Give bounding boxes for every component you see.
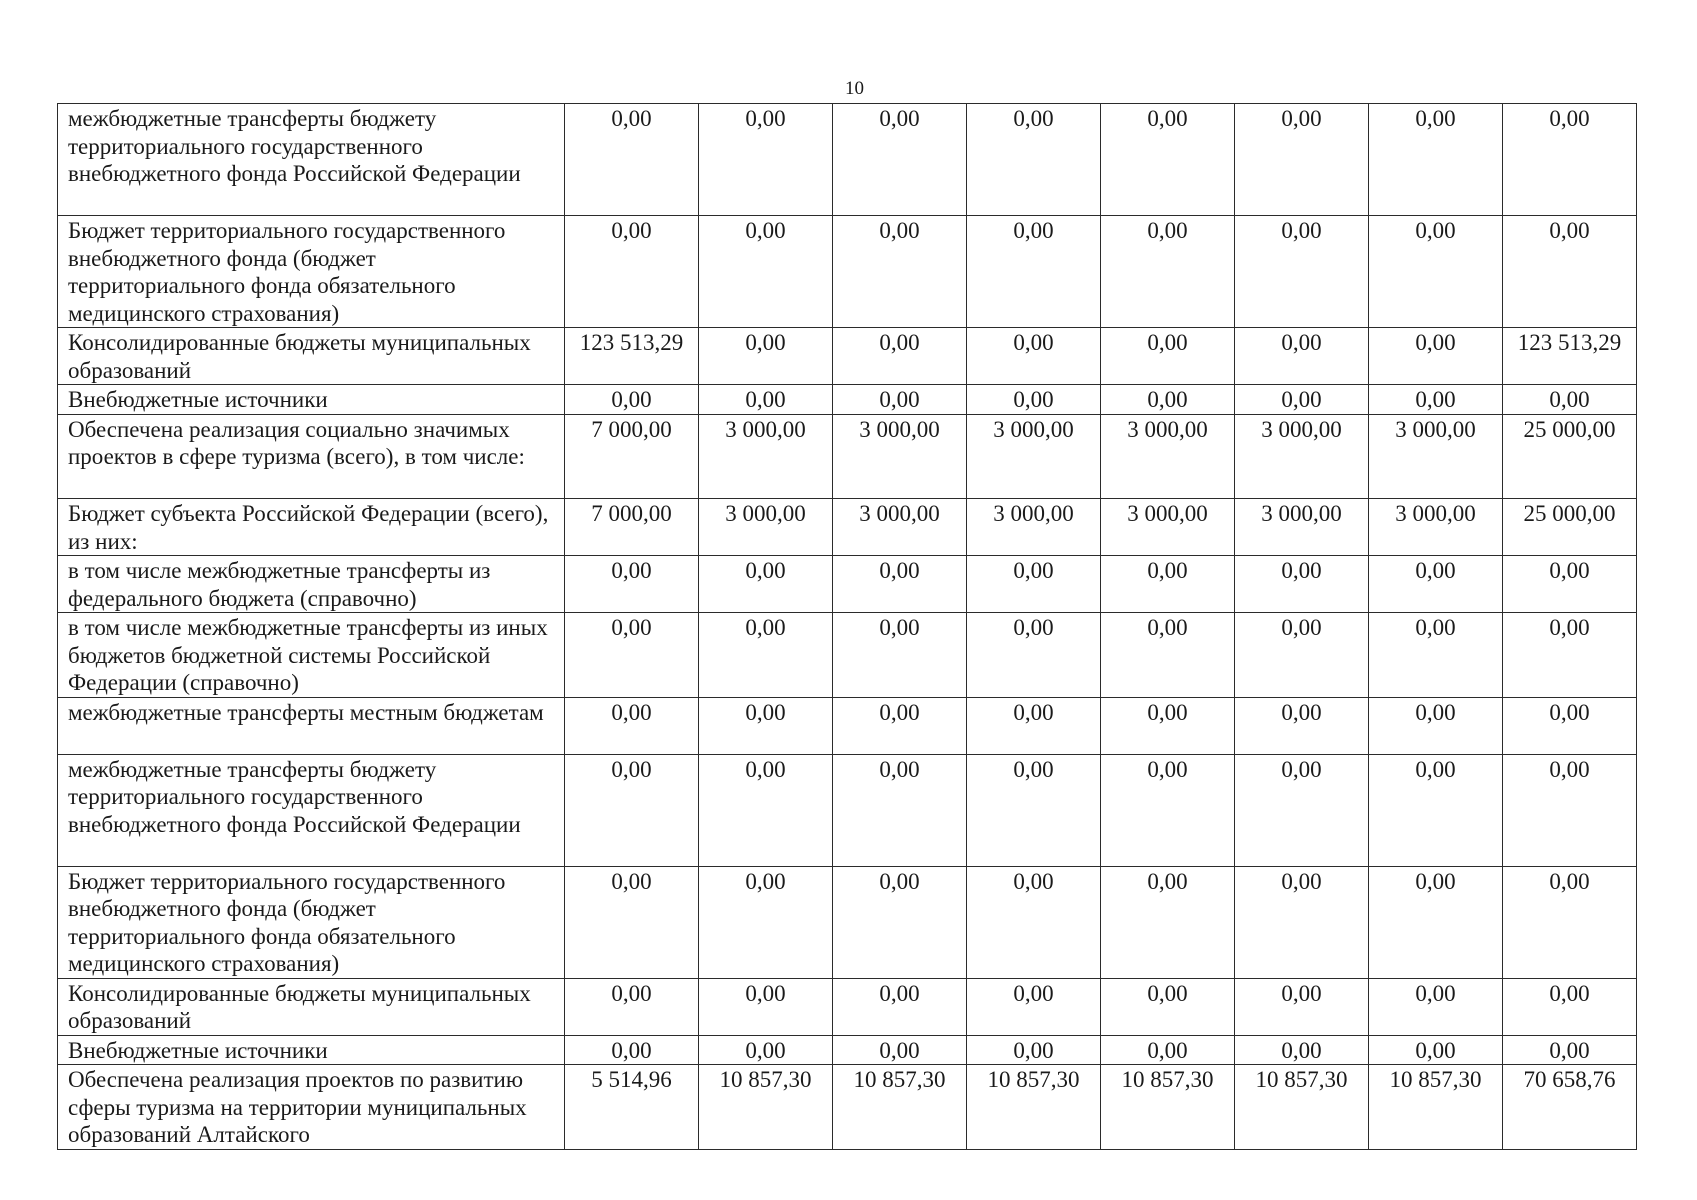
year-value-cell: 0,00: [1369, 556, 1503, 613]
table-row: [58, 499, 1637, 556]
total-value-cell: 0,00: [1503, 556, 1637, 613]
year-value-cell: 0,00: [565, 613, 699, 698]
year-value-cell: 10 857,30: [967, 1065, 1101, 1150]
year-value-cell: 0,00: [967, 697, 1101, 754]
year-value-cell: 0,00: [565, 556, 699, 613]
year-value-cell: 0,00: [833, 556, 967, 613]
year-value-cell: 7 000,00: [565, 499, 699, 556]
total-value-cell: 0,00: [1503, 697, 1637, 754]
year-value-cell: 0,00: [1101, 1035, 1235, 1065]
year-value-cell: 0,00: [565, 385, 699, 415]
total-value-cell: 0,00: [1503, 385, 1637, 415]
year-value-cell: 3 000,00: [1101, 499, 1235, 556]
year-value-cell: 0,00: [1101, 385, 1235, 415]
row-label: в том числе межбюджетные трансферты из федерального бюджета (справочно): [58, 556, 565, 613]
year-value-cell: 0,00: [967, 556, 1101, 613]
year-value-cell: 0,00: [565, 1035, 699, 1065]
year-value-cell: 0,00: [1101, 556, 1235, 613]
year-value-cell: 3 000,00: [1101, 414, 1235, 499]
year-value-cell: 10 857,30: [1101, 1065, 1235, 1150]
year-value-cell: 0,00: [699, 866, 833, 978]
row-label: Обеспечена реализация социально значимых проектов в сфере туризма (всего), в том числе:: [58, 414, 565, 499]
year-value-cell: 0,00: [1235, 104, 1369, 216]
year-value-cell: 0,00: [565, 754, 699, 866]
year-value-cell: 123 513,29: [565, 328, 699, 385]
row-label: Внебюджетные источники: [58, 1035, 565, 1065]
year-value-cell: 0,00: [833, 104, 967, 216]
row-label: Внебюджетные источники: [58, 385, 565, 415]
year-value-cell: 0,00: [967, 978, 1101, 1035]
year-value-cell: 3 000,00: [699, 499, 833, 556]
year-value-cell: 0,00: [1235, 1035, 1369, 1065]
year-value-cell: 0,00: [1101, 866, 1235, 978]
year-value-cell: 3 000,00: [833, 499, 967, 556]
year-value-cell: 0,00: [833, 613, 967, 698]
row-label: межбюджетные трансферты бюджету территориального государственного внебюджетного фонда Российской Федерации: [58, 104, 565, 216]
year-value-cell: 0,00: [1235, 613, 1369, 698]
row-label: межбюджетные трансферты местным бюджетам: [58, 697, 565, 754]
table-row: [58, 866, 1637, 978]
table-row: [58, 1035, 1637, 1065]
year-value-cell: 0,00: [1101, 216, 1235, 328]
year-value-cell: 0,00: [833, 216, 967, 328]
year-value-cell: 0,00: [699, 697, 833, 754]
row-label: Бюджет территориального государственного внебюджетного фонда (бюджет территориального фонда обязательного медицинского страхования): [58, 866, 565, 978]
total-value-cell: 123 513,29: [1503, 328, 1637, 385]
year-value-cell: 10 857,30: [833, 1065, 967, 1150]
year-value-cell: 0,00: [1235, 556, 1369, 613]
year-value-cell: 0,00: [699, 104, 833, 216]
year-value-cell: 0,00: [1101, 978, 1235, 1035]
table-row: [58, 613, 1637, 698]
table-row: [58, 697, 1637, 754]
total-value-cell: 25 000,00: [1503, 499, 1637, 556]
total-value-cell: 70 658,76: [1503, 1065, 1637, 1150]
year-value-cell: 0,00: [1235, 754, 1369, 866]
year-value-cell: 0,00: [1235, 385, 1369, 415]
year-value-cell: 0,00: [1101, 104, 1235, 216]
year-value-cell: 3 000,00: [1235, 414, 1369, 499]
total-value-cell: 0,00: [1503, 754, 1637, 866]
year-value-cell: 10 857,30: [1369, 1065, 1503, 1150]
year-value-cell: 0,00: [833, 1035, 967, 1065]
table-row: [58, 978, 1637, 1035]
year-value-cell: 7 000,00: [565, 414, 699, 499]
budget-table-body: [58, 104, 1637, 1150]
budget-table: [57, 103, 1637, 1150]
year-value-cell: 0,00: [1235, 328, 1369, 385]
year-value-cell: 0,00: [1369, 697, 1503, 754]
year-value-cell: 0,00: [565, 866, 699, 978]
table-row: [58, 385, 1637, 415]
total-value-cell: 0,00: [1503, 613, 1637, 698]
total-value-cell: 0,00: [1503, 1035, 1637, 1065]
total-value-cell: 0,00: [1503, 978, 1637, 1035]
year-value-cell: 3 000,00: [967, 499, 1101, 556]
year-value-cell: 0,00: [967, 613, 1101, 698]
total-value-cell: 0,00: [1503, 104, 1637, 216]
year-value-cell: 0,00: [967, 866, 1101, 978]
year-value-cell: 0,00: [1101, 754, 1235, 866]
year-value-cell: 3 000,00: [1235, 499, 1369, 556]
year-value-cell: 0,00: [1101, 697, 1235, 754]
year-value-cell: 0,00: [699, 385, 833, 415]
year-value-cell: 3 000,00: [699, 414, 833, 499]
year-value-cell: 3 000,00: [833, 414, 967, 499]
year-value-cell: 0,00: [699, 754, 833, 866]
year-value-cell: 0,00: [565, 697, 699, 754]
year-value-cell: 10 857,30: [699, 1065, 833, 1150]
year-value-cell: 0,00: [967, 216, 1101, 328]
table-row: [58, 414, 1637, 499]
row-label: межбюджетные трансферты бюджету территориального государственного внебюджетного фонда Российской Федерации: [58, 754, 565, 866]
year-value-cell: 0,00: [699, 1035, 833, 1065]
table-row: [58, 216, 1637, 328]
page-number: 10: [845, 78, 864, 99]
year-value-cell: 0,00: [967, 385, 1101, 415]
year-value-cell: 0,00: [833, 978, 967, 1035]
year-value-cell: 0,00: [833, 866, 967, 978]
row-label: Бюджет территориального государственного внебюджетного фонда (бюджет территориального фонда обязательного медицинского страхования): [58, 216, 565, 328]
year-value-cell: 3 000,00: [967, 414, 1101, 499]
total-value-cell: 0,00: [1503, 216, 1637, 328]
year-value-cell: 0,00: [1369, 216, 1503, 328]
row-label: Обеспечена реализация проектов по развитию сферы туризма на территории муниципальных образований Алтайского: [58, 1065, 565, 1150]
year-value-cell: 0,00: [1235, 866, 1369, 978]
year-value-cell: 0,00: [1369, 328, 1503, 385]
year-value-cell: 0,00: [833, 697, 967, 754]
year-value-cell: 0,00: [833, 328, 967, 385]
table-row: [58, 328, 1637, 385]
year-value-cell: 0,00: [1369, 104, 1503, 216]
year-value-cell: 0,00: [1369, 754, 1503, 866]
total-value-cell: 0,00: [1503, 866, 1637, 978]
total-value-cell: 25 000,00: [1503, 414, 1637, 499]
year-value-cell: 0,00: [833, 754, 967, 866]
year-value-cell: 0,00: [1369, 978, 1503, 1035]
row-label: Консолидированные бюджеты муниципальных образований: [58, 978, 565, 1035]
year-value-cell: 3 000,00: [1369, 499, 1503, 556]
year-value-cell: 0,00: [1369, 385, 1503, 415]
year-value-cell: 0,00: [699, 556, 833, 613]
year-value-cell: 0,00: [833, 385, 967, 415]
year-value-cell: 0,00: [1101, 613, 1235, 698]
year-value-cell: 0,00: [699, 328, 833, 385]
year-value-cell: 0,00: [699, 613, 833, 698]
row-label: в том числе межбюджетные трансферты из иных бюджетов бюджетной системы Российской Федерации (справочно): [58, 613, 565, 698]
year-value-cell: 0,00: [967, 1035, 1101, 1065]
table-row: [58, 556, 1637, 613]
year-value-cell: 0,00: [565, 978, 699, 1035]
year-value-cell: 0,00: [699, 978, 833, 1035]
year-value-cell: 0,00: [1235, 697, 1369, 754]
table-row: [58, 1065, 1637, 1150]
table-row: [58, 754, 1637, 866]
year-value-cell: 0,00: [967, 104, 1101, 216]
year-value-cell: 0,00: [699, 216, 833, 328]
year-value-cell: 0,00: [967, 754, 1101, 866]
year-value-cell: 0,00: [1101, 328, 1235, 385]
year-value-cell: 0,00: [1369, 1035, 1503, 1065]
year-value-cell: 0,00: [565, 216, 699, 328]
year-value-cell: 10 857,30: [1235, 1065, 1369, 1150]
row-label: Бюджет субъекта Российской Федерации (всего), из них:: [58, 499, 565, 556]
year-value-cell: 0,00: [1369, 613, 1503, 698]
year-value-cell: 0,00: [1369, 866, 1503, 978]
year-value-cell: 0,00: [967, 328, 1101, 385]
year-value-cell: 0,00: [1235, 978, 1369, 1035]
year-value-cell: 3 000,00: [1369, 414, 1503, 499]
table-row: [58, 104, 1637, 216]
year-value-cell: 0,00: [565, 104, 699, 216]
year-value-cell: 5 514,96: [565, 1065, 699, 1150]
year-value-cell: 0,00: [1235, 216, 1369, 328]
row-label: Консолидированные бюджеты муниципальных образований: [58, 328, 565, 385]
